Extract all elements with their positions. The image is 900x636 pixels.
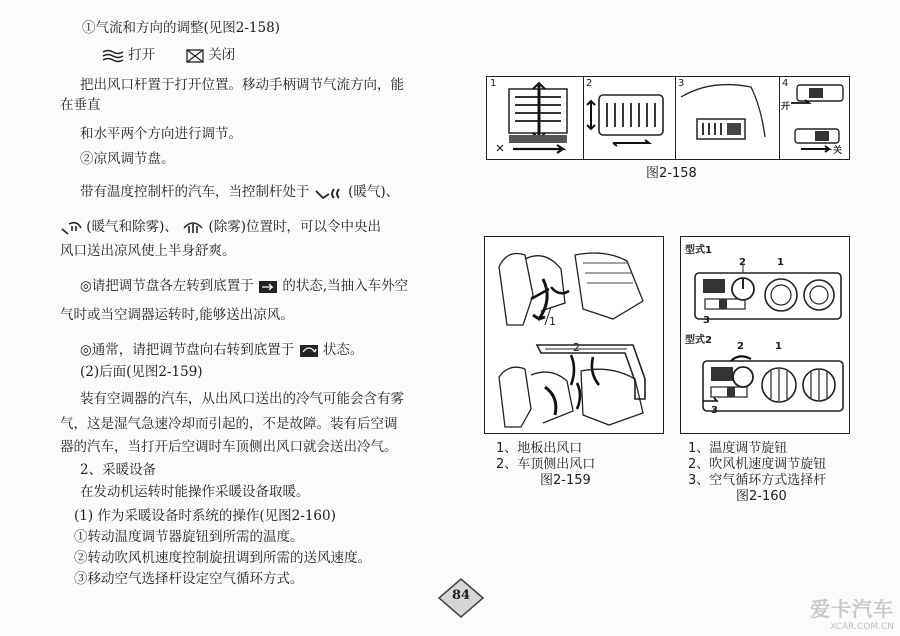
text-line: ◎通常，请把调节盘向右转到底置于 状态。 [80, 342, 364, 358]
vent-closed-icon [186, 49, 204, 63]
fig160-type1-label: 型式1 [685, 245, 712, 256]
vent-adjust-drawing [487, 77, 583, 159]
heat-mode-icon [314, 186, 344, 200]
text-line: ②凉风调节盘。 [80, 151, 175, 167]
figure-160 [680, 236, 850, 434]
text-line: 器的汽车，当打开后空调时车顶侧出风口就会送出冷气。 [60, 439, 398, 455]
fresh-air-icon [258, 280, 278, 294]
text-line: ①气流和方向的调整(见图2-158) [82, 20, 280, 36]
page-number: 84 [451, 588, 471, 603]
recirculate-icon [299, 344, 319, 358]
fig160-marker: 2 [739, 257, 746, 268]
open-label: 打开 [128, 47, 156, 63]
fig158-close-label: 关 [833, 146, 843, 156]
fig160-caption-3: 3、空气循环方式选择杆 [688, 473, 827, 488]
fig159-marker-1: 1 [549, 315, 556, 328]
watermark [810, 593, 894, 632]
vent-open-icon [102, 49, 124, 63]
fig160-marker: 1 [777, 257, 784, 268]
fig160-caption-title: 图2-160 [736, 489, 787, 504]
text-line: 装有空调器的汽车，从出风口送出的冷气可能会含有雾 [80, 391, 404, 407]
fig160-marker: 3 [703, 315, 710, 326]
fig160-marker: 2 [737, 341, 744, 352]
fig160-marker: 1 [775, 341, 782, 352]
text-line: 带有温度控制杆的汽车，当控制杆处于 (暖气)、 [80, 184, 400, 200]
figure-159 [484, 236, 664, 434]
text-line: 气时或当空调器运转时,能够送出凉风。 [60, 307, 294, 323]
center-vent-drawing [583, 77, 675, 159]
close-label: 关闭 [208, 47, 236, 63]
figure-158 [486, 76, 850, 160]
fig159-caption-1: 1、地板出风口 [496, 441, 583, 456]
text-line: (1) 作为采暖设备时系统的操作(见图2-160) [74, 508, 336, 524]
fig160-type2-label: 型式2 [685, 335, 712, 346]
watermark-url: XCAR.COM.CN [830, 622, 894, 632]
heat-defrost-icon [60, 220, 82, 236]
text-line: ◎请把调节盘各左转到底置于 的状态,当抽入车外空 [80, 278, 409, 294]
text-line: ①转动温度调节器旋钮到所需的温度。 [74, 529, 304, 545]
text-line: ②转动吹风机速度控制旋扭调到所需的送风速度。 [74, 550, 371, 566]
side-vent-drawing [675, 77, 779, 159]
text-line: 在发动机运转时能操作采暖设备取暖。 [80, 484, 310, 500]
fig158-panel-4: 4 开 关 [779, 77, 849, 159]
text-line: (2)后面(见图2-159) [80, 364, 203, 380]
page-number-badge [438, 578, 484, 618]
section-heading: 2、采暖设备 [80, 462, 157, 478]
fig158-panel-3: 3 [675, 77, 780, 159]
fig158-panel-1: 1 [487, 77, 584, 159]
fig160-caption-2: 2、吹风机速度调节旋钮 [688, 457, 827, 472]
fig160-caption-1: 1、温度调节旋钮 [688, 441, 788, 456]
text-line: 气，这是湿气急速冷却而引起的，不是故障。装有后空调 [60, 416, 398, 432]
watermark-brand: 爱卡汽车 [810, 597, 894, 621]
text-line: (暖气和除雾)、 (除雾)位置时，可以令中央出 [60, 217, 381, 237]
fig159-marker-2: 2 [573, 341, 580, 354]
text-line: 把出风口杆置于打开位置。移动手柄调节气流方向，能 [80, 77, 404, 93]
fig158-open-label: 开 [781, 102, 791, 112]
text-line: ③移动空气选择杆设定空气循环方式。 [74, 571, 304, 587]
fig158-panel-2: 2 [583, 77, 676, 159]
fig159-caption-title: 图2-159 [540, 473, 591, 488]
text-line: 在垂直 [60, 97, 101, 113]
fig159-caption-2: 2、车顶侧出风口 [496, 457, 596, 472]
fig160-marker: 3 [711, 405, 718, 416]
defrost-icon [182, 220, 204, 236]
text-line: 风口送出凉风使上半身舒爽。 [60, 243, 236, 259]
legend-line [102, 45, 235, 65]
fig158-caption: 图2-158 [646, 166, 697, 181]
rear-vent-drawing [485, 237, 663, 433]
text-line: 和水平两个方向进行调节。 [80, 126, 242, 142]
